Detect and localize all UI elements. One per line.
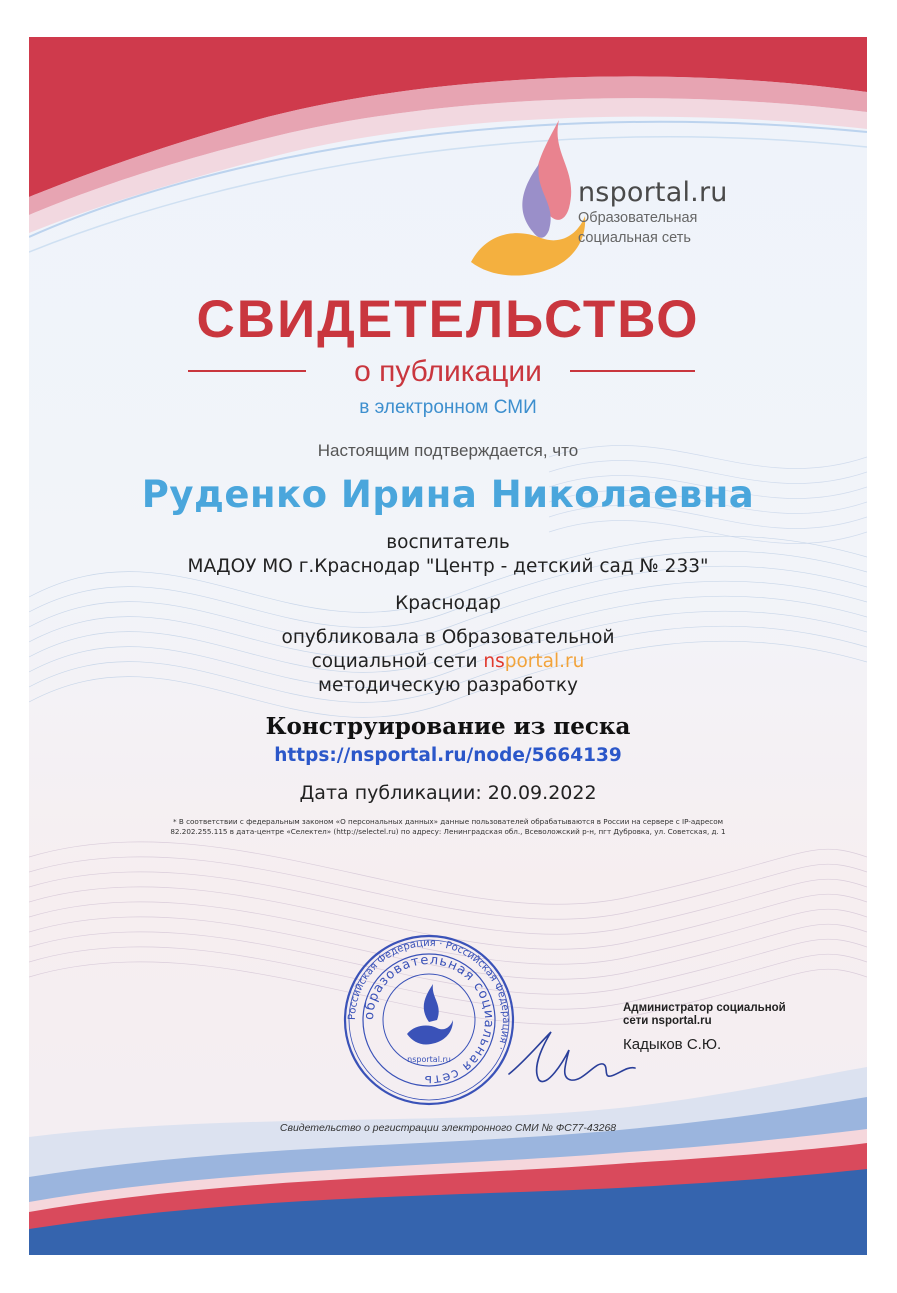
work-title: Конструирование из песка xyxy=(265,713,631,740)
subtitle-row xyxy=(29,355,867,395)
certificate-title: СВИДЕТЕЛЬСТВО xyxy=(196,290,700,349)
author-organization: МАДОУ МО г.Краснодар "Центр - детский сад № 233" xyxy=(187,556,709,577)
stamp-center-label: nsportal.ru xyxy=(407,1055,451,1064)
author-position: воспитатель xyxy=(386,532,510,553)
logo-subtitle-2: социальная сеть xyxy=(578,230,691,246)
admin-signature xyxy=(499,1022,639,1092)
author-city: Краснодар xyxy=(395,593,501,614)
publication-link[interactable]: https://nsportal.ru/node/5664139 xyxy=(274,745,622,766)
footnote-line-2: 82.202.255.115 в дата-центре «Селектел» (http://selectel.ru) по адресу: Ленинградская обл., Всеволожский р-н, пгт Дубровка, ул. Советская, д. 1 xyxy=(170,827,726,836)
media-line: в электронном СМИ xyxy=(359,397,537,418)
inline-brand xyxy=(483,651,584,672)
publication-link-row xyxy=(29,745,867,766)
registration-note: Свидетельство о регистрации электронного СМИ № ФС77-43268 xyxy=(279,1122,617,1134)
stamp-middle-text: образовательная социальная сеть xyxy=(361,952,497,1088)
admin-title-1: Администратор социальной xyxy=(623,1002,786,1014)
admin-name: Кадыков С.Ю. xyxy=(623,1036,722,1053)
admin-block xyxy=(623,1002,786,1053)
publication-date: Дата публикации: 20.09.2022 xyxy=(299,782,597,804)
certificate-sheet xyxy=(29,37,867,1255)
publication-line-2 xyxy=(29,651,867,672)
official-stamp xyxy=(343,934,515,1106)
stamp-outer-text: Российская Федерация · Российская Федерация · xyxy=(346,937,512,1052)
inline-brand-portal: portal.ru xyxy=(504,651,585,672)
publication-line-3: методическую разработку xyxy=(318,675,578,696)
publication-line-1: опубликовала в Образовательной xyxy=(281,627,615,648)
logo-text xyxy=(578,177,728,248)
author-name: Руденко Ирина Николаевна xyxy=(141,473,755,516)
confirm-text: Настоящим подтверждается, что xyxy=(317,441,579,460)
inline-brand-ns: ns xyxy=(483,651,505,672)
logo-name: nsportal.ru xyxy=(578,177,728,208)
admin-title-2: сети nsportal.ru xyxy=(623,1015,712,1027)
footnote-line-1: * В соответствии с федеральным законом «О персональных данных» данные пользователей обрабатываются в России на сервере с IP-адресом xyxy=(172,817,724,826)
logo-subtitle-1: Образовательная xyxy=(578,210,698,226)
certificate-subtitle: о публикации xyxy=(354,355,542,388)
publication-line-2-prefix: социальной сети xyxy=(311,651,478,672)
